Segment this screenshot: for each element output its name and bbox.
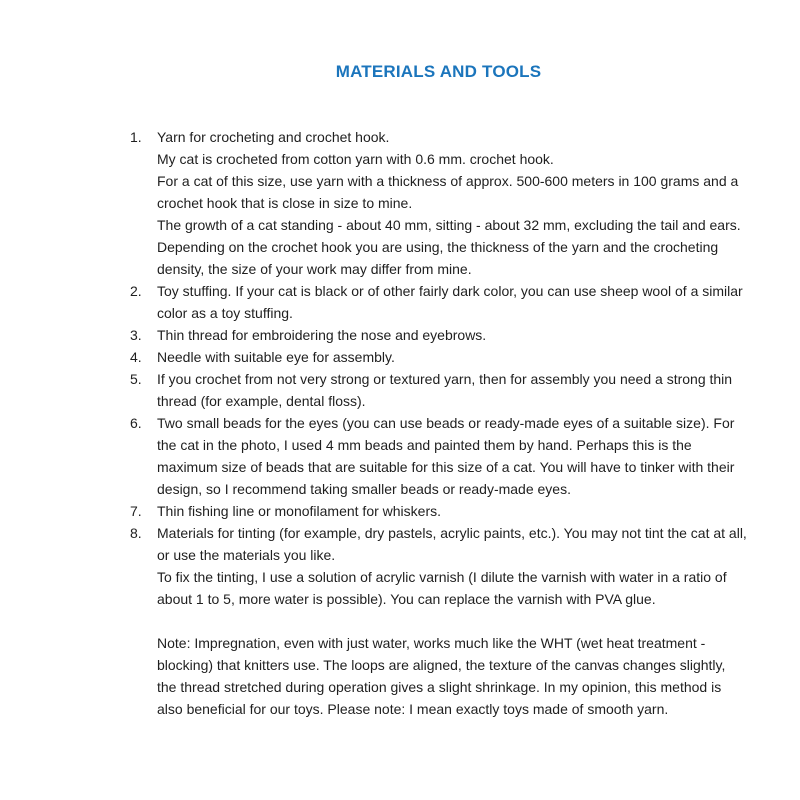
- item-paragraph: If you crochet from not very strong or textured yarn, then for assembly you need a strong thin thread (for example, dental floss).: [157, 371, 733, 409]
- item-paragraph: For a cat of this size, use yarn with a thickness of approx. 500-600 meters in 100 grams and a crochet hook that is close in size to mine.: [157, 173, 739, 211]
- note-block: [157, 632, 747, 720]
- item-content: [157, 280, 747, 324]
- item-paragraph: Depending on the crochet hook you are using, the thickness of the yarn and the crocheting density, the size of your work may differ from mine.: [157, 239, 719, 277]
- item-content: [157, 368, 747, 412]
- list-item: [130, 412, 747, 500]
- item-number: 1.: [130, 129, 142, 145]
- item-content: [157, 412, 747, 500]
- item-paragraph: Thin thread for embroidering the nose and eyebrows.: [157, 327, 487, 343]
- list-item: [130, 126, 747, 280]
- item-number: 8.: [130, 525, 142, 541]
- item-paragraph: Thin fishing line or monofilament for whiskers.: [157, 503, 442, 519]
- item-content: [157, 522, 747, 610]
- item-paragraph: My cat is crocheted from cotton yarn with 0.6 mm. crochet hook.: [157, 151, 554, 167]
- page-title: MATERIALS AND TOOLS: [335, 62, 542, 81]
- item-paragraph: The growth of a cat standing - about 40 mm, sitting - about 32 mm, excluding the tail and ears.: [157, 217, 741, 233]
- item-number: 5.: [130, 371, 142, 387]
- list-item: [130, 324, 747, 346]
- item-number: 4.: [130, 349, 142, 365]
- item-paragraph: Yarn for crocheting and crochet hook.: [157, 129, 390, 145]
- item-number: 7.: [130, 503, 142, 519]
- list-item: [130, 346, 747, 368]
- materials-list: [130, 126, 747, 610]
- item-content: [157, 346, 747, 368]
- item-number: 6.: [130, 415, 142, 431]
- item-paragraph: Needle with suitable eye for assembly.: [157, 349, 395, 365]
- list-item: [130, 280, 747, 324]
- item-content: [157, 500, 747, 522]
- item-paragraph: Two small beads for the eyes (you can use beads or ready-made eyes of a suitable size). For the cat in the photo, I used 4 mm beads and painted them by hand. Perhaps this is the maximum size of beads that are suitable for this size of a cat. You will have to tinker with their design, so I recommend taking smaller beads or ready-made eyes.: [157, 415, 735, 497]
- item-number: 3.: [130, 327, 142, 343]
- list-item: [130, 368, 747, 412]
- item-paragraph: Materials for tinting (for example, dry pastels, acrylic paints, etc.). You may not tint the cat at all, or use the materials you like.: [157, 525, 747, 563]
- item-number: 2.: [130, 283, 142, 299]
- list-item: [130, 522, 747, 610]
- note-paragraph: Note: Impregnation, even with just water, works much like the WHT (wet heat treatment - blocking) that knitters use. The loops are aligned, the texture of the canvas changes slightly, the thread stretched during operation gives a slight shrinkage. In my opinion, this method is also beneficial for our toys. Please note: I mean exactly toys made of smooth yarn.: [157, 635, 726, 717]
- list-item: [130, 500, 747, 522]
- item-paragraph: Toy stuffing. If your cat is black or of other fairly dark color, you can use sheep wool of a similar color as a toy stuffing.: [157, 283, 743, 321]
- item-content: [157, 126, 747, 280]
- item-content: [157, 324, 747, 346]
- item-paragraph: To fix the tinting, I use a solution of acrylic varnish (I dilute the varnish with water in a ratio of about 1 to 5, more water is possible). You can replace the varnish with PVA glue.: [157, 569, 727, 607]
